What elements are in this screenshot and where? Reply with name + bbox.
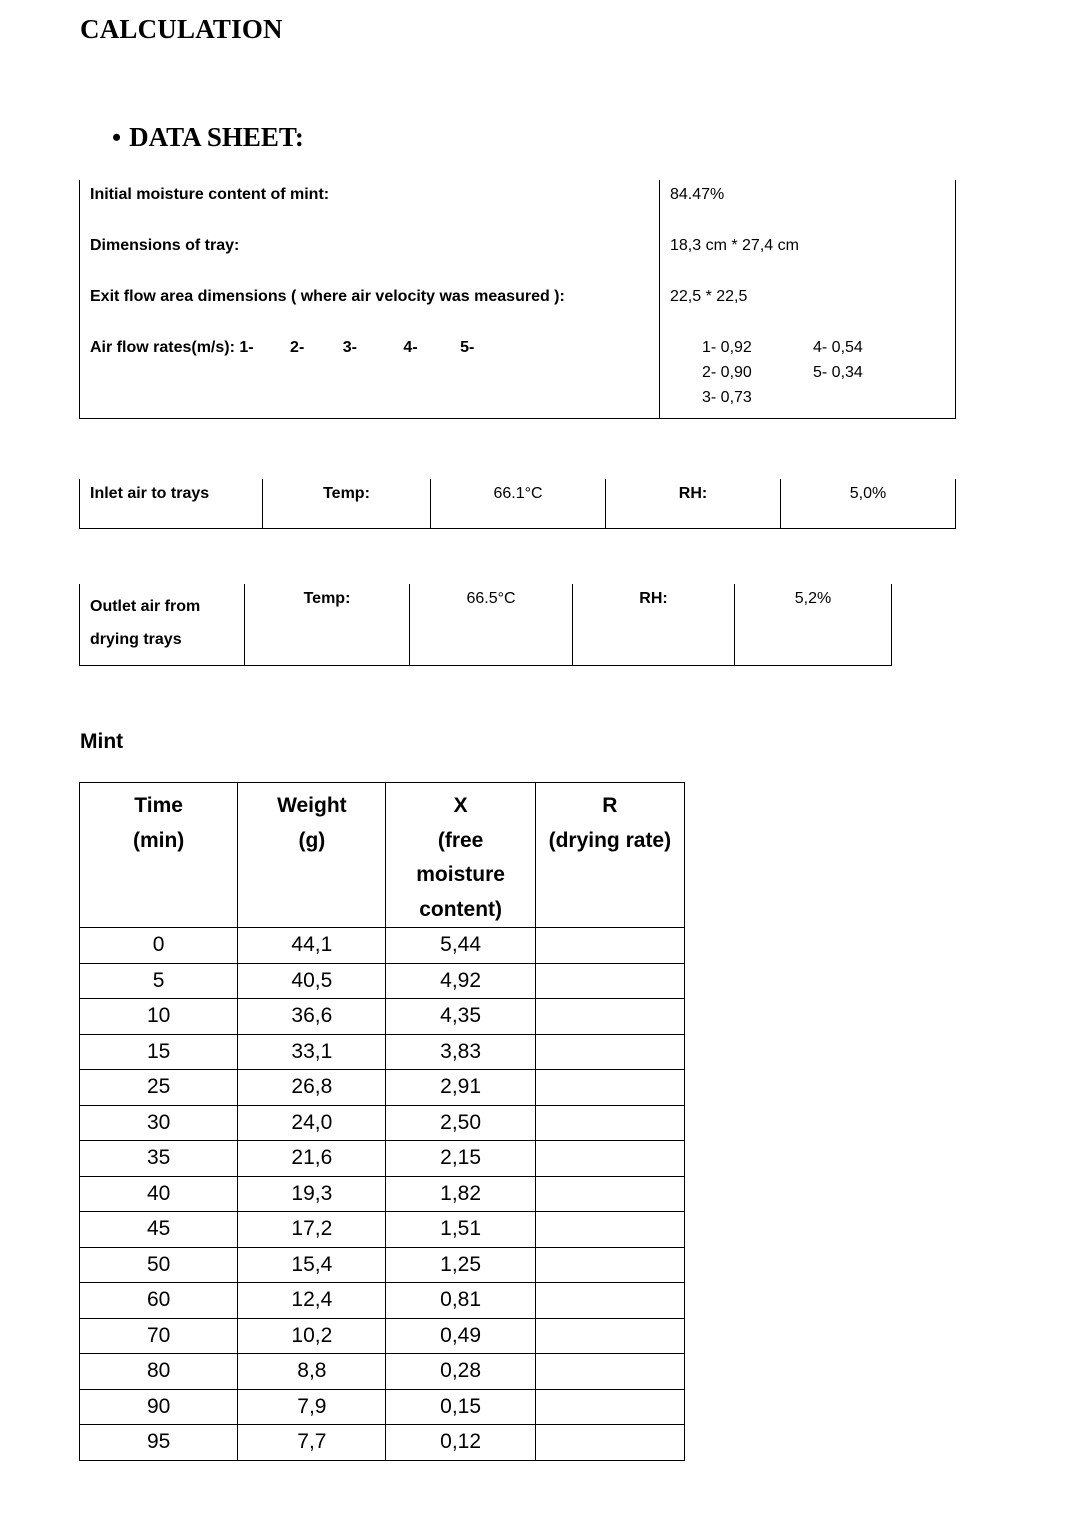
flow-num: 4- <box>403 339 418 356</box>
x-cell: 0,28 <box>386 1354 535 1390</box>
mint-data-table <box>79 782 685 1461</box>
x-cell: 2,91 <box>386 1070 535 1106</box>
table-row <box>80 963 685 999</box>
r-cell <box>535 1389 684 1425</box>
time-cell: 90 <box>80 1389 238 1425</box>
weight-cell: 24,0 <box>238 1105 386 1141</box>
weight-cell: 10,2 <box>238 1318 386 1354</box>
header-line: Weight <box>277 794 347 817</box>
flow-num: 5- <box>460 339 475 356</box>
weight-cell: 19,3 <box>238 1176 386 1212</box>
outlet-temp-label: Temp: <box>245 584 410 666</box>
r-cell <box>535 1105 684 1141</box>
exit-label: Exit flow area dimensions ( where air velocity was measured ): <box>80 282 660 333</box>
table-header-row <box>80 783 685 928</box>
outlet-rh-label: RH: <box>573 584 735 666</box>
r-cell <box>535 1176 684 1212</box>
x-cell: 1,82 <box>386 1176 535 1212</box>
header-line: Time <box>134 794 183 817</box>
weight-cell: 26,8 <box>238 1070 386 1106</box>
table-row <box>80 1283 685 1319</box>
flow-label: Air flow rates(m/s): 1- <box>90 339 254 356</box>
table-row <box>80 1354 685 1390</box>
x-cell: 2,50 <box>386 1105 535 1141</box>
time-cell: 80 <box>80 1354 238 1390</box>
flow-label-cell <box>80 333 660 419</box>
weight-cell: 15,4 <box>238 1247 386 1283</box>
header-line: content) <box>419 897 503 921</box>
outlet-rh-value: 5,2% <box>735 584 892 666</box>
table-row <box>80 1247 685 1283</box>
time-cell: 5 <box>80 963 238 999</box>
r-cell <box>535 1212 684 1248</box>
weight-cell: 7,7 <box>238 1425 386 1461</box>
r-cell <box>535 963 684 999</box>
outlet-table <box>79 584 892 666</box>
x-cell: 4,35 <box>386 999 535 1035</box>
tray-value: 18,3 cm * 27,4 cm <box>660 231 956 282</box>
weight-cell: 12,4 <box>238 1283 386 1319</box>
column-header-r <box>535 783 684 928</box>
time-cell: 95 <box>80 1425 238 1461</box>
flow-rate: 1- 0,92 <box>702 339 752 356</box>
x-cell: 0,15 <box>386 1389 535 1425</box>
flow-rate: 5- 0,34 <box>813 364 863 381</box>
table-row <box>80 282 956 333</box>
column-header-time <box>80 783 238 928</box>
mint-table-body <box>80 928 685 1461</box>
table-row <box>80 1425 685 1461</box>
r-cell <box>535 1425 684 1461</box>
weight-cell: 33,1 <box>238 1034 386 1070</box>
flow-num: 3- <box>342 339 357 356</box>
weight-cell: 8,8 <box>238 1354 386 1390</box>
table-row <box>80 1105 685 1141</box>
time-cell: 35 <box>80 1141 238 1177</box>
time-cell: 10 <box>80 999 238 1035</box>
table-row <box>80 1318 685 1354</box>
weight-cell: 7,9 <box>238 1389 386 1425</box>
bullet-icon: • <box>112 123 122 152</box>
tray-label: Dimensions of tray: <box>80 231 660 282</box>
x-cell: 0,12 <box>386 1425 535 1461</box>
inlet-label: Inlet air to trays <box>80 479 263 529</box>
flow-rates-cell <box>660 333 956 419</box>
inlet-temp-value: 66.1°C <box>431 479 606 529</box>
table-row <box>80 1389 685 1425</box>
x-cell: 0,49 <box>386 1318 535 1354</box>
x-cell: 5,44 <box>386 928 535 964</box>
moisture-label: Initial moisture content of mint: <box>80 180 660 231</box>
header-line: (min) <box>132 828 185 852</box>
r-cell <box>535 1354 684 1390</box>
header-line: moisture <box>416 863 505 886</box>
flow-rate: 2- 0,90 <box>702 364 752 381</box>
time-cell: 40 <box>80 1176 238 1212</box>
r-cell <box>535 1247 684 1283</box>
info-table <box>79 180 956 419</box>
table-row <box>80 1070 685 1106</box>
header-line: X <box>453 794 468 817</box>
header-line: R <box>602 794 618 817</box>
weight-cell: 17,2 <box>238 1212 386 1248</box>
weight-cell: 44,1 <box>238 928 386 964</box>
header-line: (g) <box>298 828 326 852</box>
table-row <box>80 479 956 529</box>
r-cell <box>535 928 684 964</box>
r-cell <box>535 1034 684 1070</box>
flow-rate: 3- 0,73 <box>702 389 752 406</box>
table-row <box>80 1212 685 1248</box>
moisture-value: 84.47% <box>660 180 956 231</box>
time-cell: 60 <box>80 1283 238 1319</box>
time-cell: 50 <box>80 1247 238 1283</box>
r-cell <box>535 1318 684 1354</box>
page-title: CALCULATION <box>80 14 283 44</box>
table-row <box>80 333 956 419</box>
inlet-rh-value: 5,0% <box>781 479 956 529</box>
flow-num: 2- <box>290 339 305 356</box>
header-line: (free <box>437 828 484 852</box>
table-row <box>80 584 892 666</box>
mint-heading: Mint <box>80 730 124 753</box>
header-line: (drying rate) <box>548 828 672 852</box>
r-cell <box>535 1283 684 1319</box>
outlet-label: Outlet air from drying trays <box>80 584 245 666</box>
inlet-temp-label: Temp: <box>263 479 431 529</box>
x-cell: 0,81 <box>386 1283 535 1319</box>
table-row <box>80 1141 685 1177</box>
exit-value: 22,5 * 22,5 <box>660 282 956 333</box>
r-cell <box>535 1070 684 1106</box>
x-cell: 1,51 <box>386 1212 535 1248</box>
x-cell: 1,25 <box>386 1247 535 1283</box>
table-row <box>80 1034 685 1070</box>
time-cell: 15 <box>80 1034 238 1070</box>
table-row <box>80 928 685 964</box>
data-sheet-heading <box>112 122 304 153</box>
time-cell: 25 <box>80 1070 238 1106</box>
column-header-weight <box>238 783 386 928</box>
r-cell <box>535 999 684 1035</box>
inlet-table <box>79 479 956 529</box>
weight-cell: 40,5 <box>238 963 386 999</box>
table-row <box>80 231 956 282</box>
table-row <box>80 180 956 231</box>
inlet-rh-label: RH: <box>606 479 781 529</box>
flow-rate: 4- 0,54 <box>813 339 863 356</box>
x-cell: 3,83 <box>386 1034 535 1070</box>
column-header-x <box>386 783 535 928</box>
x-cell: 4,92 <box>386 963 535 999</box>
time-cell: 70 <box>80 1318 238 1354</box>
section-heading: DATA SHEET: <box>129 122 304 152</box>
time-cell: 0 <box>80 928 238 964</box>
table-row <box>80 999 685 1035</box>
outlet-temp-value: 66.5°C <box>410 584 573 666</box>
weight-cell: 36,6 <box>238 999 386 1035</box>
table-row <box>80 1176 685 1212</box>
r-cell <box>535 1141 684 1177</box>
x-cell: 2,15 <box>386 1141 535 1177</box>
weight-cell: 21,6 <box>238 1141 386 1177</box>
time-cell: 45 <box>80 1212 238 1248</box>
time-cell: 30 <box>80 1105 238 1141</box>
